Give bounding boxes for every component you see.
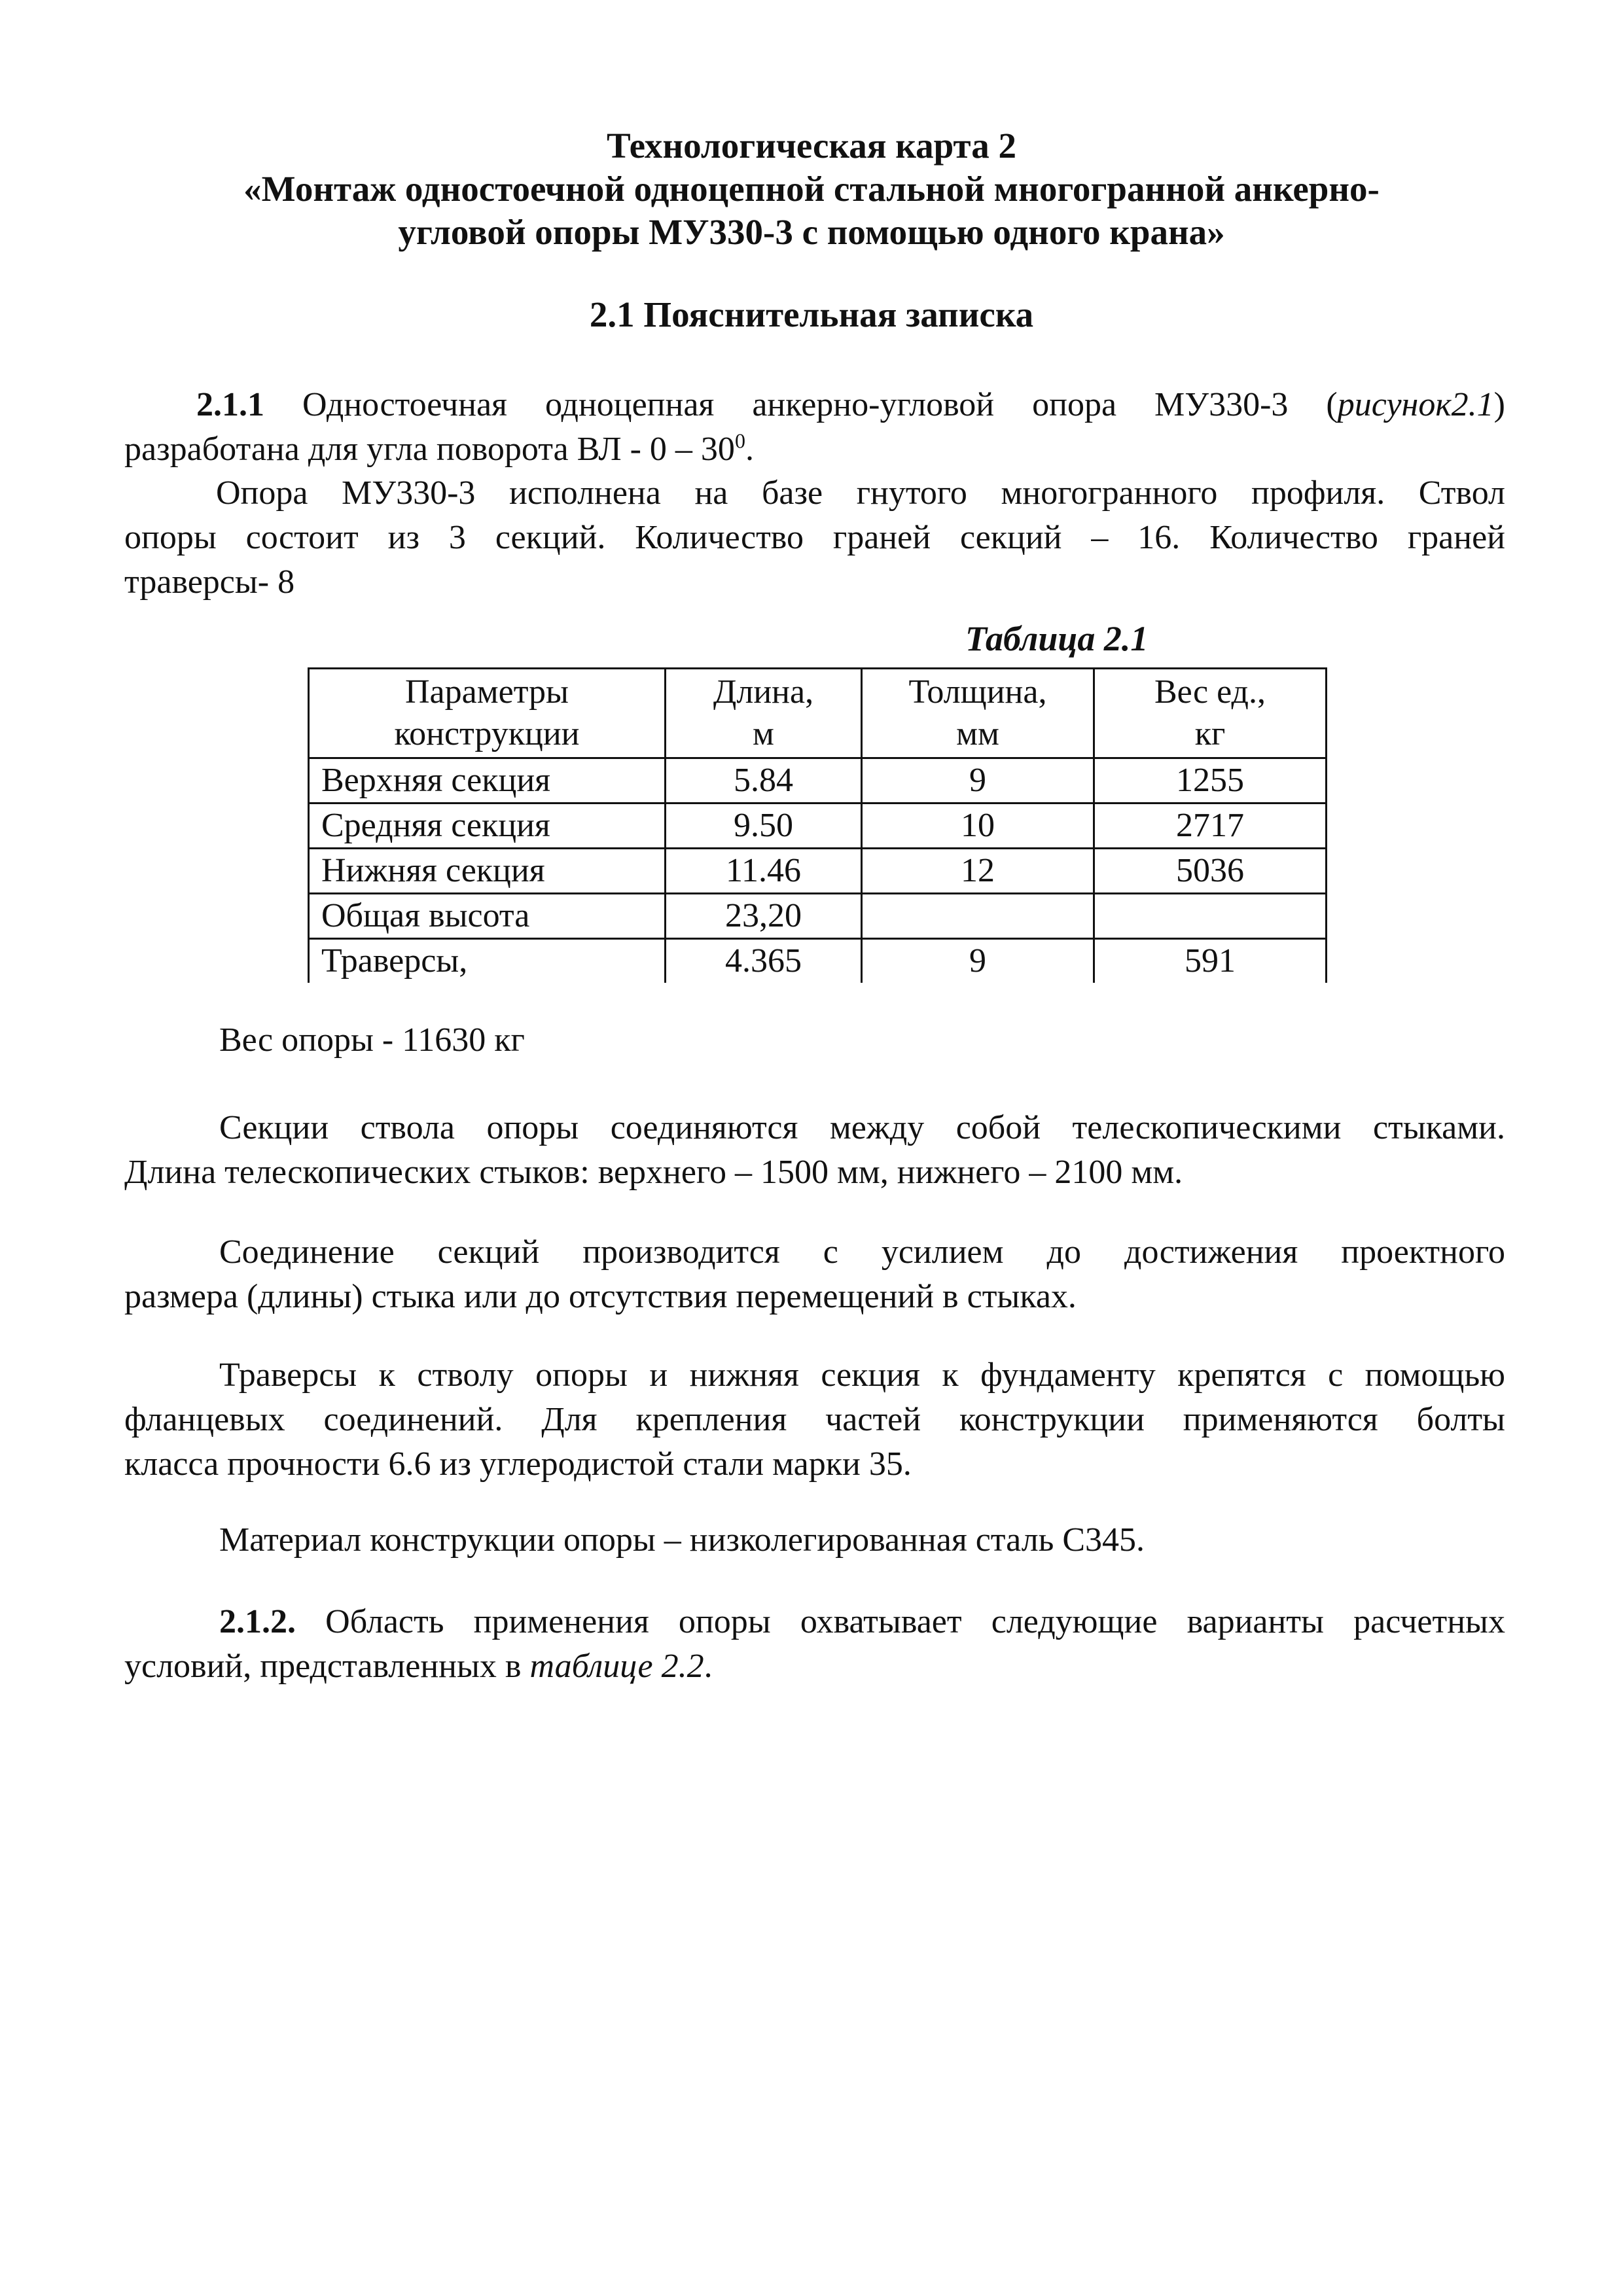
column-header-length: Длина, м xyxy=(666,669,862,758)
paragraph-line: Соединение секций производится с усилием до достижения проектного xyxy=(219,1233,1505,1271)
table-cell-thickness: 9 xyxy=(862,939,1094,983)
paragraph-text: ) xyxy=(1493,386,1505,423)
paragraph-line xyxy=(124,427,1505,472)
paragraph-line xyxy=(124,1644,1505,1689)
table-cell-thickness: 12 xyxy=(862,849,1094,894)
table-row xyxy=(309,758,1327,804)
paragraph-text: Одностоечная одноцепная анкерно-угловой опора МУ330-3 ( xyxy=(264,386,1338,423)
paragraph-line: Траверсы к стволу опоры и нижняя секция к фундаменту крепятся с помощью xyxy=(219,1356,1505,1394)
paragraph-line: опоры состоит из 3 секций. Количество граней секций – 16. Количество граней xyxy=(124,519,1505,556)
paragraph-line: фланцевых соединений. Для крепления частей конструкции применяются болты xyxy=(124,1401,1505,1438)
paragraph-text: разработана для угла поворота ВЛ - 0 – 30 xyxy=(124,431,735,468)
table-row xyxy=(309,939,1327,983)
section-title: 2.1 Пояснительная записка xyxy=(589,294,1034,334)
table-row xyxy=(309,804,1327,849)
document-title-line-3: угловой опоры МУ330-3 с помощью одного крана» xyxy=(398,212,1225,252)
table-cell-weight: 2717 xyxy=(1094,804,1327,849)
table-cell-length: 9.50 xyxy=(666,804,862,849)
paragraph-line: траверсы- 8 xyxy=(124,563,295,601)
paragraph-line: Длина телескопических стыков: верхнего – 1500 мм, нижнего – 2100 мм. xyxy=(124,1154,1183,1191)
table-reference: таблице 2.2 xyxy=(529,1648,704,1685)
paragraph-text: Область применения опоры охватывает следующие варианты расчетных xyxy=(296,1603,1505,1640)
clause-number: 2.1.2. xyxy=(219,1603,296,1640)
figure-reference: рисунок2.1 xyxy=(1337,386,1494,423)
paragraph-text: . xyxy=(704,1648,713,1685)
table-cell-length: 11.46 xyxy=(666,849,862,894)
paragraph-line xyxy=(124,1600,1505,1644)
table-cell-weight: 1255 xyxy=(1094,758,1327,804)
paragraph-force xyxy=(124,1230,1505,1319)
document-title-line-1: Технологическая карта 2 xyxy=(607,126,1016,166)
material-line: Материал конструкции опоры – низколегированная сталь С345. xyxy=(219,1521,1145,1559)
paragraph-line: класса прочности 6.6 из углеродистой стали марки 35. xyxy=(124,1445,912,1483)
table-cell-thickness: 10 xyxy=(862,804,1094,849)
table-row-total xyxy=(309,894,1327,939)
support-weight: Вес опоры - 11630 кг xyxy=(219,1021,525,1059)
paragraph-line: Опора МУ330-3 исполнена на базе гнутого многогранного профиля. Ствол xyxy=(216,474,1505,512)
column-header-weight: Вес ед., кг xyxy=(1094,669,1327,758)
table-cell-name: Верхняя секция xyxy=(309,758,666,804)
table-cell-thickness: 9 xyxy=(862,758,1094,804)
parameters-table xyxy=(308,667,1327,983)
table-cell-name: Средняя секция xyxy=(309,804,666,849)
column-header-parameters: Параметры конструкции xyxy=(309,669,666,758)
paragraph-joints xyxy=(124,1106,1505,1195)
degree-superscript: 0 xyxy=(734,429,745,453)
table-cell-weight xyxy=(1094,894,1327,939)
table-header-row xyxy=(309,669,1327,758)
table-cell-length: 23,20 xyxy=(666,894,862,939)
table-cell-name: Нижняя секция xyxy=(309,849,666,894)
table-row xyxy=(309,849,1327,894)
paragraph-line: размера (длины) стыка или до отсутствия перемещений в стыках. xyxy=(124,1278,1077,1315)
paragraph-text: . xyxy=(745,431,754,468)
table-cell-weight: 5036 xyxy=(1094,849,1327,894)
paragraph-2-1-2 xyxy=(124,1600,1505,1689)
paragraph-line: Секции ствола опоры соединяются между собой телескопическими стыками. xyxy=(219,1109,1505,1146)
table-cell-length: 4.365 xyxy=(666,939,862,983)
table-caption: Таблица 2.1 xyxy=(965,619,1149,658)
table-cell-weight: 591 xyxy=(1094,939,1327,983)
paragraph-profile xyxy=(124,471,1505,605)
paragraph-text: условий, представленных в xyxy=(124,1648,530,1685)
clause-number: 2.1.1 xyxy=(196,386,264,423)
column-header-thickness: Толщина, мм xyxy=(862,669,1094,758)
table-cell-length: 5.84 xyxy=(666,758,862,804)
table-cell-thickness xyxy=(862,894,1094,939)
table-cell-name: Траверсы, xyxy=(309,939,666,983)
document-title-line-2: «Монтаж одностоечной одноцепной стальной многогранной анкерно- xyxy=(243,169,1380,209)
table-cell-name: Общая высота xyxy=(309,894,666,939)
paragraph-flange xyxy=(124,1353,1505,1487)
paragraph-2-1-1 xyxy=(124,383,1505,472)
paragraph-line xyxy=(124,383,1505,427)
